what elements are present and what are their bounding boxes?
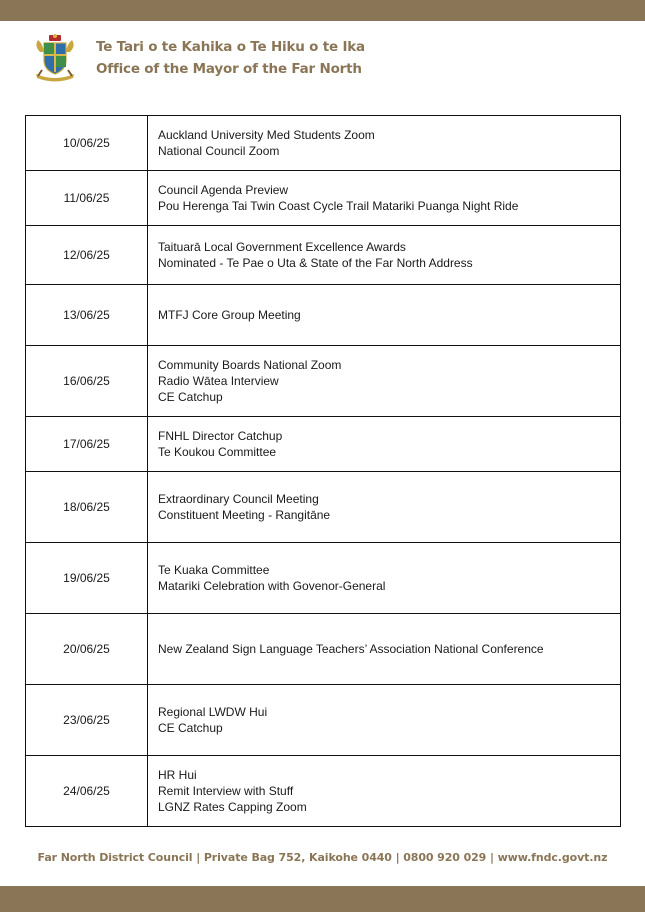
- schedule-date: 13/06/25: [26, 285, 148, 346]
- organisation-name-english: Office of the Mayor of the Far North: [96, 60, 362, 77]
- schedule-events: [148, 756, 621, 827]
- schedule-row: [26, 116, 621, 171]
- organisation-name-maori: Te Tari o te Kahika o Te Hiku o te Ika: [96, 38, 365, 55]
- schedule-event: Radio Wātea Interview: [158, 373, 279, 388]
- schedule-event: MTFJ Core Group Meeting: [158, 307, 301, 322]
- schedule-event: Council Agenda Preview: [158, 182, 289, 197]
- schedule-event: New Zealand Sign Language Teachers’ Association National Conference: [158, 641, 544, 656]
- schedule-event: National Council Zoom: [158, 144, 280, 158]
- schedule-events: [148, 116, 621, 171]
- schedule-events: [148, 417, 621, 472]
- schedule-date: 10/06/25: [26, 116, 148, 171]
- schedule-event: Pou Herenga Tai Twin Coast Cycle Trail Matariki Puanga Night Ride: [158, 199, 519, 213]
- schedule-event: CE Catchup: [158, 390, 223, 405]
- schedule-event: CE Catchup: [158, 721, 223, 735]
- schedule-date: 18/06/25: [26, 472, 148, 543]
- schedule-row: [26, 685, 621, 756]
- schedule-row: [26, 226, 621, 285]
- schedule-date: 20/06/25: [26, 614, 148, 685]
- schedule-event: Auckland University Med Students Zoom: [158, 127, 375, 142]
- schedule-date: 24/06/25: [26, 756, 148, 827]
- schedule-event: Te Koukou Committee: [158, 445, 277, 459]
- schedule-date: 12/06/25: [26, 226, 148, 285]
- schedule-table: [25, 115, 621, 827]
- schedule-date: 23/06/25: [26, 685, 148, 756]
- schedule-event: FNHL Director Catchup: [158, 428, 283, 443]
- schedule-event: Regional LWDW Hui: [158, 704, 268, 719]
- schedule-event: Community Boards National Zoom: [158, 357, 342, 372]
- schedule-date: 11/06/25: [26, 171, 148, 226]
- schedule-events: [148, 285, 621, 346]
- schedule-date: 16/06/25: [26, 346, 148, 417]
- schedule-events: [148, 472, 621, 543]
- schedule-event: LGNZ Rates Capping Zoom: [158, 800, 307, 815]
- schedule-row: [26, 285, 621, 346]
- schedule-events: [148, 614, 621, 685]
- schedule-event: Te Kuaka Committee: [158, 562, 270, 577]
- coat-of-arms-crest-icon: [30, 32, 80, 84]
- schedule-events: [148, 346, 621, 417]
- schedule-row: [26, 346, 621, 417]
- schedule-event: Constituent Meeting - Rangitāne: [158, 508, 331, 522]
- schedule-row: [26, 756, 621, 827]
- top-brand-band: [0, 0, 645, 21]
- schedule-event: Extraordinary Council Meeting: [158, 491, 319, 506]
- schedule-row: [26, 543, 621, 614]
- schedule-event: Taituarā Local Government Excellence Awards: [158, 239, 406, 254]
- schedule-date: 19/06/25: [26, 543, 148, 614]
- schedule-row: [26, 171, 621, 226]
- organisation-names: [96, 36, 365, 80]
- letterhead: [30, 30, 365, 85]
- schedule-event: Remit Interview with Stuff: [158, 783, 294, 798]
- schedule-row: [26, 614, 621, 685]
- schedule-events: [148, 543, 621, 614]
- schedule-event: HR Hui: [158, 767, 197, 782]
- schedule-event: Matariki Celebration with Govenor-General: [158, 579, 386, 593]
- schedule-row: [26, 472, 621, 543]
- schedule-date: 17/06/25: [26, 417, 148, 472]
- bottom-brand-band: [0, 886, 645, 912]
- schedule-row: [26, 417, 621, 472]
- schedule-events: [148, 685, 621, 756]
- schedule-event: Nominated - Te Pae o Uta & State of the Far North Address: [158, 256, 473, 270]
- schedule-events: [148, 171, 621, 226]
- footer-contact: Far North District Council | Private Bag 752, Kaikohe 0440 | 0800 920 029 | www.fndc.govt.nz: [37, 851, 608, 864]
- schedule-events: [148, 226, 621, 285]
